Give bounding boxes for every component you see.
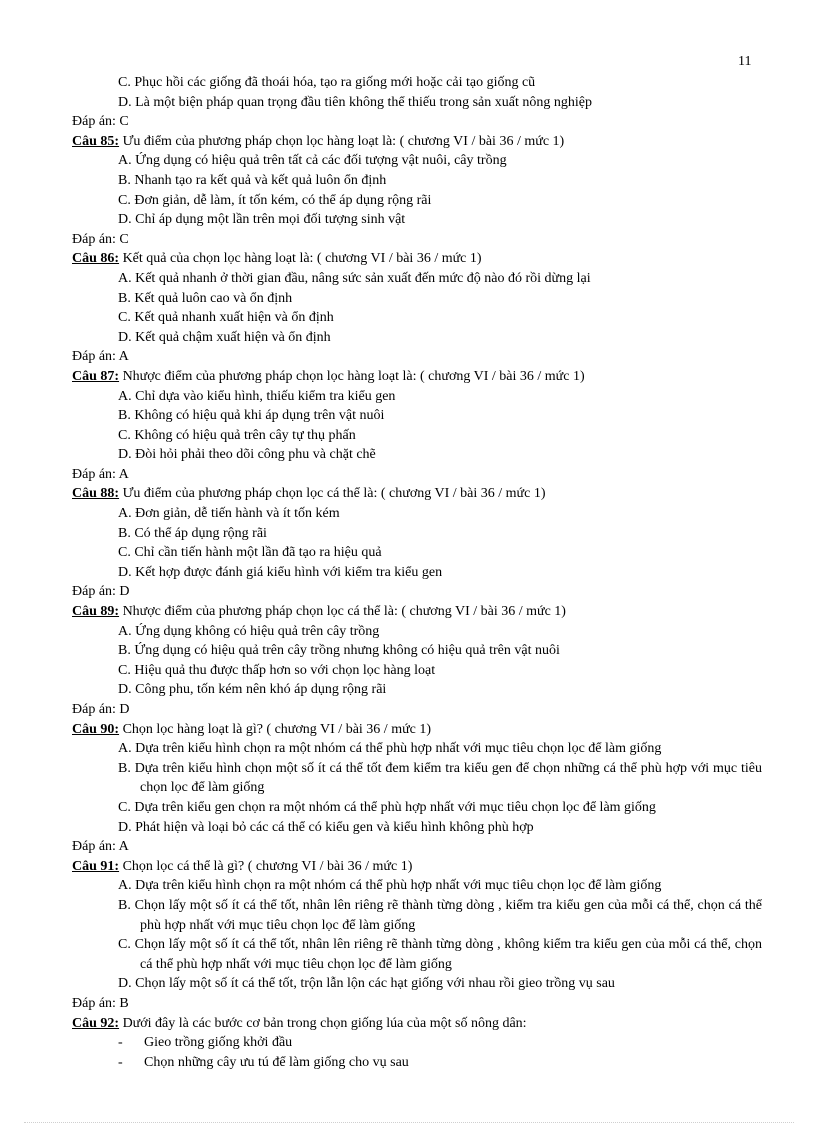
option-b: B. Nhanh tạo ra kết quả và kết quả luôn ổn định: [118, 172, 387, 188]
question-label: Câu 85:: [72, 133, 120, 149]
question-91: [72, 857, 762, 877]
option-d: D. Kết quả chậm xuất hiện và ổn định: [118, 329, 331, 345]
option-a: A. Dựa trên kiểu hình chọn ra một nhóm cá thể phù hợp nhất với mục tiêu chọn lọc để làm giống: [118, 741, 662, 757]
question-label: Câu 88:: [72, 486, 120, 502]
option-b: B. Dựa trên kiểu hình chọn một số ít cá thể tốt đem kiểm tra kiểu gen để chọn những cá thể phù hợp với mục tiêu chọn lọc để làm giống: [118, 760, 762, 796]
question-89: [72, 602, 762, 622]
question-label: Câu 86:: [72, 251, 120, 267]
page-number: 11: [738, 54, 752, 69]
option-c: C. Dựa trên kiểu gen chọn ra một nhóm cá thể phù hợp nhất với mục tiêu chọn lọc để làm giống: [118, 799, 656, 815]
answer-line: Đáp án: B: [72, 995, 129, 1011]
option-a: A. Dựa trên kiểu hình chọn ra một nhóm cá thể phù hợp nhất với mục tiêu chọn lọc để làm giống: [118, 878, 662, 894]
option-b: B. Chọn lấy một số ít cá thể tốt, nhân lên riêng rẽ thành từng dòng , kiểm tra kiểu gen của mỗi cá thể, chọn cá thể phù hợp nhất với mục tiêu chọn lọc để làm giống: [118, 897, 762, 933]
answer-line: Đáp án: C: [72, 231, 129, 247]
question-text: Nhược điểm của phương pháp chọn lọc cá thể là: ( chương VI / bài 36 / mức 1): [119, 604, 566, 620]
option-a: A. Ứng dụng có hiệu quả trên tất cả các đối tượng vật nuôi, cây trồng: [118, 153, 507, 169]
question-86: [72, 249, 762, 269]
dash-bullet: -: [118, 1035, 123, 1051]
question-88: [72, 484, 762, 504]
question-92: [72, 1014, 762, 1034]
question-text: Chọn lọc hàng loạt là gì? ( chương VI / bài 36 / mức 1): [119, 721, 432, 737]
option-d: D. Là một biện pháp quan trọng đầu tiên không thể thiếu trong sản xuất nông nghiệp: [118, 94, 592, 110]
document-body: [72, 73, 762, 1072]
question-87: [72, 367, 762, 387]
question-90: [72, 720, 762, 740]
option-c: C. Kết quả nhanh xuất hiện và ổn định: [118, 310, 334, 326]
list-item-text: Gieo trồng giống khởi đầu: [144, 1035, 293, 1051]
option-a: A. Đơn giản, dễ tiến hành và ít tốn kém: [118, 506, 340, 522]
option-c: C. Chỉ cần tiến hành một lần đã tạo ra hiệu quả: [118, 545, 382, 561]
answer-line: Đáp án: A: [72, 839, 129, 855]
option-d: D. Đòi hỏi phải theo dõi công phu và chặt chẽ: [118, 447, 376, 463]
option-d: D. Chỉ áp dụng một lần trên mọi đối tượng sinh vật: [118, 212, 406, 228]
answer-line: Đáp án: D: [72, 702, 130, 717]
option-d: D. Chọn lấy một số ít cá thể tốt, trộn lẫn lộn các hạt giống với nhau rồi gieo trồng vụ sau: [118, 976, 615, 992]
option-b: B. Có thể áp dụng rộng rãi: [118, 525, 267, 541]
option-a: A. Kết quả nhanh ở thời gian đầu, nâng sức sản xuất đến mức độ nào đó rồi dừng lại: [118, 270, 591, 286]
answer-line: Đáp án: D: [72, 584, 130, 600]
list-item: [72, 1033, 762, 1053]
option-d: D. Công phu, tốn kém nên khó áp dụng rộng rãi: [118, 682, 387, 698]
answer-line: Đáp án: A: [72, 349, 129, 365]
option-d: D. Kết hợp được đánh giá kiểu hình với kiểm tra kiểu gen: [118, 564, 443, 580]
list-item-text: Chọn những cây ưu tú để làm giống cho vụ sau: [144, 1054, 409, 1070]
option-c: C. Hiệu quả thu được thấp hơn so với chọn lọc hàng loạt: [118, 662, 436, 678]
option-c: C. Đơn giản, dễ làm, ít tốn kém, có thể áp dụng rộng rãi: [118, 192, 432, 208]
question-text: Dưới đây là các bước cơ bản trong chọn giống lúa của một số nông dân:: [119, 1015, 527, 1031]
option-a: A. Ứng dụng không có hiệu quả trên cây trồng: [118, 623, 380, 639]
list-item: [72, 1053, 762, 1073]
option-b: B. Kết quả luôn cao và ổn định: [118, 290, 293, 306]
question-text: Kết quả của chọn lọc hàng loạt là: ( chương VI / bài 36 / mức 1): [119, 251, 482, 267]
question-text: Ưu điểm của phương pháp chọn lọc cá thể là: ( chương VI / bài 36 / mức 1): [119, 486, 546, 502]
question-text: Ưu điểm của phương pháp chọn lọc hàng loạt là: ( chương VI / bài 36 / mức 1): [119, 133, 565, 149]
option-d: D. Phát hiện và loại bỏ các cá thể có kiểu gen và kiểu hình không phù hợp: [118, 819, 534, 835]
question-label: Câu 87:: [72, 368, 120, 384]
option-a: A. Chỉ dựa vào kiểu hình, thiếu kiểm tra kiểu gen: [118, 388, 396, 404]
question-85: [72, 132, 762, 152]
answer-line: Đáp án: A: [72, 466, 129, 482]
answer-line: Đáp án: C: [72, 114, 129, 130]
question-label: Câu 90:: [72, 721, 120, 737]
option-b: B. Không có hiệu quả khi áp dụng trên vật nuôi: [118, 408, 385, 424]
option-c: C. Không có hiệu quả trên cây tự thụ phấn: [118, 427, 356, 443]
question-label: Câu 92:: [72, 1015, 120, 1031]
question-label: Câu 91:: [72, 858, 120, 874]
question-label: Câu 89:: [72, 604, 120, 620]
question-text: Chọn lọc cá thể là gì? ( chương VI / bài 36 / mức 1): [119, 858, 413, 874]
option-c: C. Phục hồi các giống đã thoái hóa, tạo ra giống mới hoặc cải tạo giống cũ: [118, 75, 536, 90]
option-c: C. Chọn lấy một số ít cá thể tốt, nhân lên riêng rẽ thành từng dòng , không kiểm tra kiểu gen của mỗi cá thể, chọn cá thể phù hợp nhất với mục tiêu chọn lọc để làm giống: [118, 937, 762, 972]
question-text: Nhược điểm của phương pháp chọn lọc hàng loạt là: ( chương VI / bài 36 / mức 1): [119, 368, 585, 384]
option-b: B. Ứng dụng có hiệu quả trên cây trồng nhưng không có hiệu quả trên vật nuôi: [118, 643, 560, 659]
dash-bullet: -: [118, 1054, 123, 1070]
